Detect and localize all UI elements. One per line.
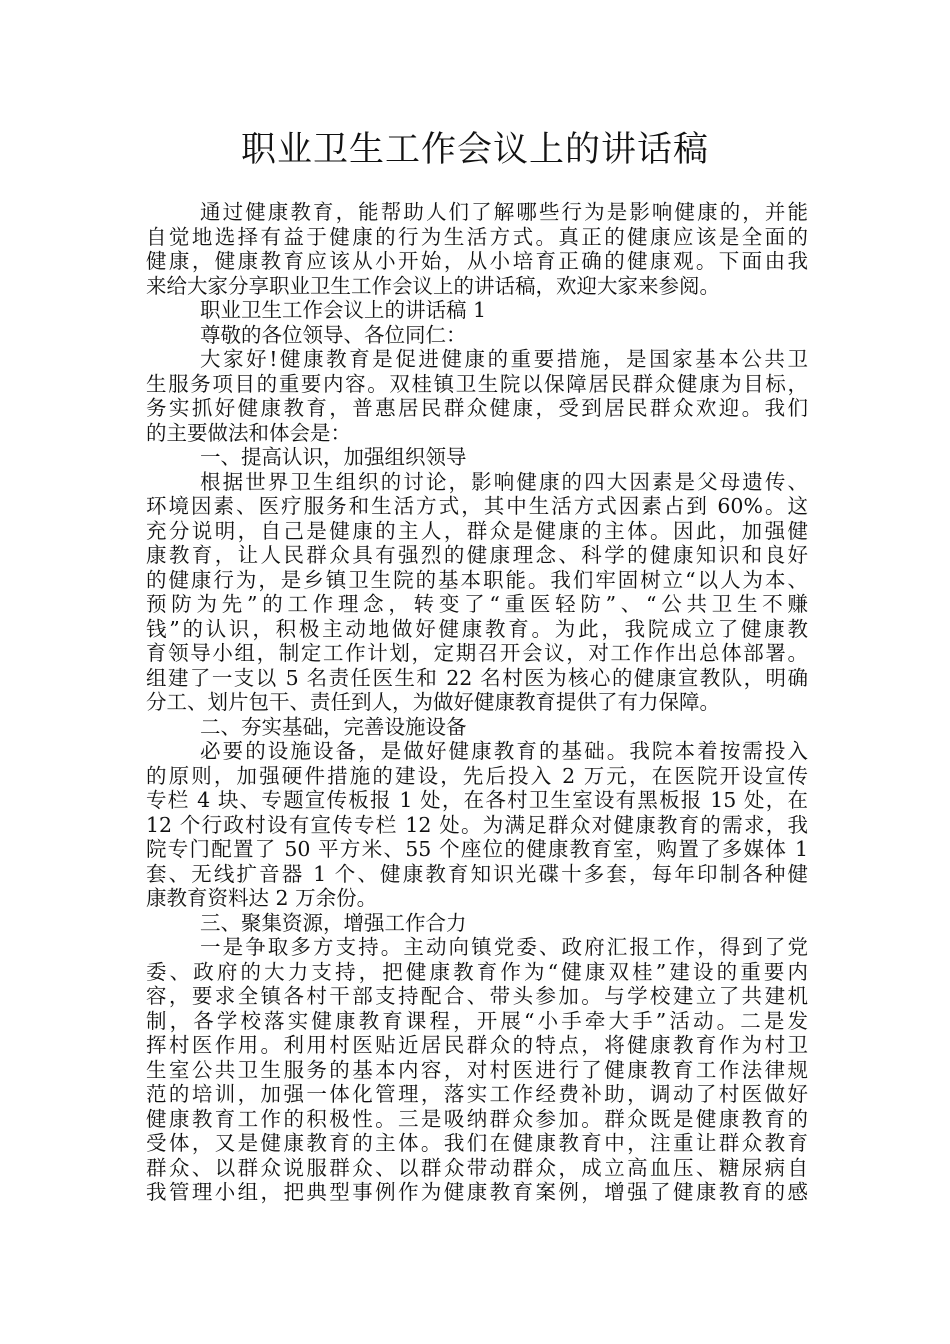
text-line: 的主要做法和体会是： xyxy=(146,420,351,445)
text-line: 尊敬的各位领导、各位同仁： xyxy=(200,322,467,347)
text-line: 充分说明，自己是健康的主人，群众是健康的主体。因此，加强健 xyxy=(146,518,808,543)
text-line: 专栏 4 块、专题宣传板报 1 处，在各村卫生室设有黑板报 15 处，在 xyxy=(146,788,808,812)
text-line: 康教育，让人民群众具有强烈的健康理念、科学的健康知识和良好 xyxy=(146,543,808,567)
text-line: 的健康行为，是乡镇卫生院的基本职能。我们牢固树立“以人为本、 xyxy=(146,567,808,592)
text-line: 三、聚集资源，增强工作合力 xyxy=(200,910,467,935)
text-line: 制，各学校落实健康教育课程，开展“小手牵大手”活动。二是发 xyxy=(146,1008,808,1033)
text-line: 一是争取多方支持。主动向镇党委、政府汇报工作，得到了党 xyxy=(200,935,808,959)
text-line: 职业卫生工作会议上的讲话稿 1 xyxy=(200,298,487,322)
text-line: 生服务项目的重要内容。双桂镇卫生院以保障居民群众健康为目标， xyxy=(146,371,808,396)
text-line: 生室公共卫生服务的基本内容，对村医进行了健康教育工作法律规 xyxy=(146,1057,808,1082)
text-line: 范的培训，加强一体化管理，落实工作经费补助，调动了村医做好 xyxy=(146,1082,808,1106)
text-line: 组建了一支以 5 名责任医生和 22 名村医为核心的健康宣教队，明确 xyxy=(146,665,808,690)
text-line: 健康教育工作的积极性。三是吸纳群众参加。群众既是健康教育的 xyxy=(146,1106,808,1131)
text-line: 根据世界卫生组织的讨论，影响健康的四大因素是父母遗传、 xyxy=(200,469,808,494)
text-line: 务实抓好健康教育，普惠居民群众健康，受到居民群众欢迎。我们 xyxy=(146,396,808,420)
text-line: 我管理小组，把典型事例作为健康教育案例，增强了健康教育的感 xyxy=(146,1180,808,1204)
text-line: 大家好!健康教育是促进健康的重要措施，是国家基本公共卫 xyxy=(200,347,808,371)
text-line: 二、夯实基础，完善设施设备 xyxy=(200,714,467,739)
text-line: 的原则，加强硬件措施的建设，先后投入 2 万元，在医院开设宣传 xyxy=(146,763,808,788)
text-line: 委、政府的大力支持，把健康教育作为“健康双桂”建设的重要内 xyxy=(146,959,808,984)
text-line: 健康，健康教育应该从小开始，从小培育正确的健康观。下面由我 xyxy=(146,249,808,273)
text-line: 育领导小组，制定工作计划，定期召开会议，对工作作出总体部署。 xyxy=(146,641,808,665)
text-line: 套、无线扩音器 1 个、健康教育知识光碟十多套，每年印制各种健 xyxy=(146,861,808,886)
text-line: 院专门配置了 50 平方米、55 个座位的健康教育室，购置了多媒体 1 xyxy=(146,837,808,861)
text-line: 预防为先”的工作理念，转变了“重医轻防”、“公共卫生不赚 xyxy=(146,592,808,616)
text-line: 自觉地选择有益于健康的行为生活方式。真正的健康应该是全面的 xyxy=(146,224,808,249)
text-line: 分工、划片包干、责任到人，为做好健康教育提供了有力保障。 xyxy=(146,690,720,714)
text-line: 康教育资料达 2 万余份。 xyxy=(146,886,378,910)
text-line: 必要的设施设备，是做好健康教育的基础。我院本着按需投入 xyxy=(200,739,808,763)
text-line: 群众、以群众说服群众、以群众带动群众，成立高血压、糖尿病自 xyxy=(146,1155,808,1180)
document-title: 职业卫生工作会议上的讲话稿 xyxy=(240,130,709,170)
document-body xyxy=(146,200,808,1205)
text-line: 12 个行政村设有宣传专栏 12 处。为满足群众对健康教育的需求，我 xyxy=(146,812,808,837)
text-line: 挥村医作用。利用村医贴近居民群众的特点，将健康教育作为村卫 xyxy=(146,1033,808,1057)
text-line: 一、提高认识，加强组织领导 xyxy=(200,445,467,469)
text-line: 受体，又是健康教育的主体。我们在健康教育中，注重让群众教育 xyxy=(146,1131,808,1155)
text-line: 来给大家分享职业卫生工作会议上的讲话稿，欢迎大家来参阅。 xyxy=(146,273,720,298)
text-line: 环境因素、医疗服务和生活方式，其中生活方式因素占到 60%。这 xyxy=(146,494,808,518)
text-line: 容，要求全镇各村干部支持配合、带头参加。与学校建立了共建机 xyxy=(146,984,808,1008)
text-line: 通过健康教育，能帮助人们了解哪些行为是影响健康的，并能 xyxy=(200,200,808,224)
text-line: 钱”的认识，积极主动地做好健康教育。为此，我院成立了健康教 xyxy=(146,616,808,641)
